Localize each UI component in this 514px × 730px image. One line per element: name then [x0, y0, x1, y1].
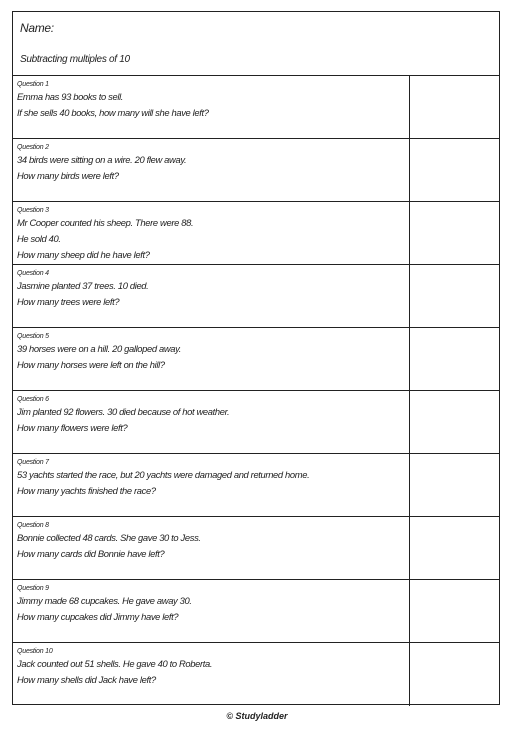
name-label: Name:	[20, 21, 54, 35]
question-text: Bonnie collected 48 cards. She gave 30 to Jess.	[17, 532, 201, 543]
answer-box[interactable]	[410, 76, 499, 138]
question-label: Question 4	[17, 270, 49, 277]
answer-box[interactable]	[410, 265, 499, 327]
worksheet-title: Subtracting multiples of 10	[20, 54, 130, 65]
question-text: How many shells did Jack have left?	[17, 674, 156, 685]
question-text: How many sheep did he have left?	[17, 249, 150, 260]
question-text: 34 birds were sitting on a wire. 20 flew away.	[17, 154, 187, 165]
question-text: How many cards did Bonnie have left?	[17, 548, 165, 559]
question-text: How many yachts finished the race?	[17, 485, 156, 496]
worksheet	[12, 11, 500, 705]
question-row	[13, 265, 499, 328]
question-text: How many birds were left?	[17, 170, 119, 181]
question-cell	[13, 391, 410, 453]
question-label: Question 2	[17, 144, 49, 151]
copyright-footer: © Studyladder	[226, 711, 288, 721]
question-cell	[13, 328, 410, 390]
answer-box[interactable]	[410, 391, 499, 453]
question-text: How many horses were left on the hill?	[17, 359, 165, 370]
question-text: Mr Cooper counted his sheep. There were 88.	[17, 217, 194, 228]
question-label: Question 3	[17, 207, 49, 214]
question-cell	[13, 139, 410, 201]
question-list	[13, 76, 499, 706]
question-row	[13, 517, 499, 580]
question-row	[13, 328, 499, 391]
question-text: Jimmy made 68 cupcakes. He gave away 30.	[17, 595, 192, 606]
question-text: If she sells 40 books, how many will she have left?	[17, 107, 209, 118]
question-row	[13, 76, 499, 139]
question-text: Emma has 93 books to sell.	[17, 91, 124, 102]
question-text: How many trees were left?	[17, 296, 120, 307]
question-label: Question 9	[17, 585, 49, 592]
answer-box[interactable]	[410, 202, 499, 264]
question-label: Question 6	[17, 396, 49, 403]
question-cell	[13, 202, 410, 264]
question-label: Question 10	[17, 648, 53, 655]
question-label: Question 8	[17, 522, 49, 529]
answer-box[interactable]	[410, 328, 499, 390]
question-cell	[13, 643, 410, 706]
question-text: How many cupcakes did Jimmy have left?	[17, 611, 179, 622]
question-cell	[13, 76, 410, 138]
question-row	[13, 391, 499, 454]
worksheet-header	[13, 12, 499, 76]
question-cell	[13, 517, 410, 579]
answer-box[interactable]	[410, 643, 499, 706]
answer-box[interactable]	[410, 139, 499, 201]
answer-box[interactable]	[410, 517, 499, 579]
answer-box[interactable]	[410, 454, 499, 516]
question-text: Jack counted out 51 shells. He gave 40 to Roberta.	[17, 658, 213, 669]
question-label: Question 7	[17, 459, 49, 466]
question-text: How many flowers were left?	[17, 422, 128, 433]
answer-box[interactable]	[410, 580, 499, 642]
question-cell	[13, 580, 410, 642]
question-row	[13, 580, 499, 643]
question-text: He sold 40.	[17, 233, 61, 244]
question-text: 53 yachts started the race, but 20 yachts were damaged and returned home.	[17, 469, 310, 480]
question-label: Question 5	[17, 333, 49, 340]
question-label: Question 1	[17, 81, 49, 88]
question-text: 39 horses were on a hill. 20 galloped away.	[17, 343, 182, 354]
question-row	[13, 202, 499, 265]
question-cell	[13, 265, 410, 327]
question-row	[13, 139, 499, 202]
question-text: Jim planted 92 flowers. 30 died because of hot weather.	[17, 406, 230, 417]
question-row	[13, 643, 499, 706]
question-cell	[13, 454, 410, 516]
question-row	[13, 454, 499, 517]
question-text: Jasmine planted 37 trees. 10 died.	[17, 280, 149, 291]
